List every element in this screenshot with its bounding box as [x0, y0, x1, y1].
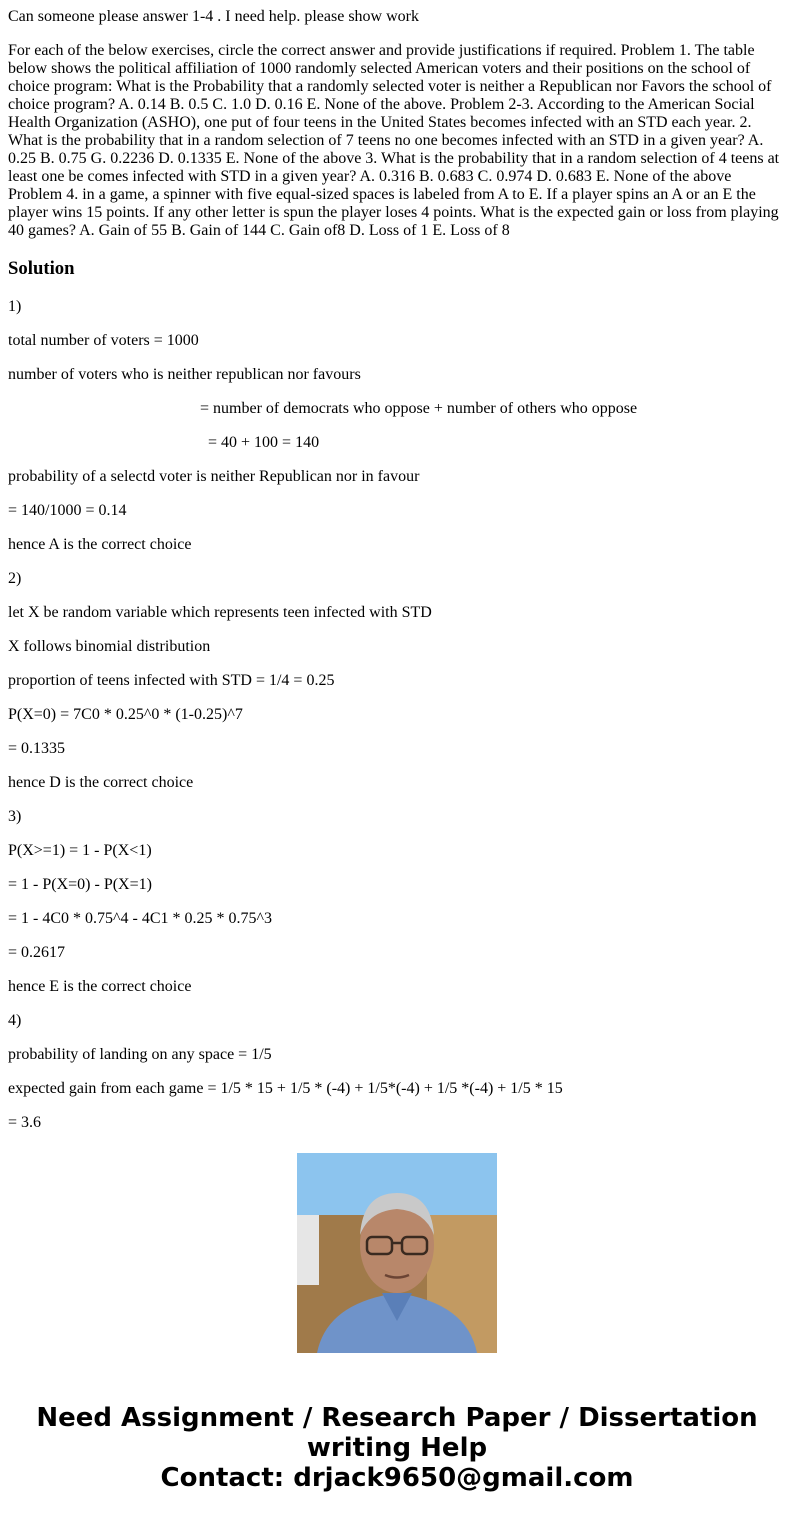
solution-line: number of voters who is neither republican nor favours	[8, 366, 361, 383]
footer-line-2: writing Help	[306, 1433, 488, 1463]
solution-line: proportion of teens infected with STD = 1/4 = 0.25	[8, 672, 335, 689]
solution-heading: Solution	[8, 258, 75, 279]
solution-line: let X be random variable which represents teen infected with STD	[8, 604, 432, 621]
solution-line: = 0.1335	[8, 740, 66, 757]
solution-line: P(X=0) = 7C0 * 0.25^0 * (1-0.25)^7	[8, 706, 243, 723]
question-title: Can someone please answer 1-4 . I need help. please show work	[8, 8, 419, 25]
solution-line: probability of landing on any space = 1/5	[8, 1046, 272, 1063]
solution-line: 4)	[8, 1012, 22, 1029]
solution-line: = 1 - 4C0 * 0.75^4 - 4C1 * 0.25 * 0.75^3	[8, 910, 273, 927]
solution-line: 2)	[8, 570, 22, 587]
footer-line-1: Need Assignment / Research Paper / Dissertation	[36, 1403, 758, 1433]
footer-advertisement	[0, 1403, 794, 1493]
solution-line: probability of a selectd voter is neither Republican nor in favour	[8, 468, 420, 485]
solution-line: = 3.6	[8, 1114, 42, 1131]
solution-line: 1)	[8, 298, 22, 315]
solution-line: total number of voters = 1000	[8, 332, 199, 349]
solution-line: hence E is the correct choice	[8, 978, 192, 995]
author-portrait-image	[297, 1153, 497, 1353]
solution-line: hence D is the correct choice	[8, 774, 194, 791]
solution-line: = 140/1000 = 0.14	[8, 502, 127, 519]
document-content	[8, 0, 786, 1131]
solution-line: = number of democrats who oppose + number of others who oppose	[200, 400, 638, 417]
question-body: For each of the below exercises, circle the correct answer and provide justifications if required. Problem 1. The table below shows the political affiliation of 1000 randomly selected American voters and their positions on the school of choice program: What is the Probability that a randomly selected voter is neither a Republican nor Favors the school of choice program? A. 0.14 B. 0.5 C. 1.0 D. 0.16 E. None of the above. Problem 2-3. According to the American Social Health Organization (ASHO), one put of four teens in the United States becomes infected with an STD each year. 2. What is the probability that in a random selection of 7 teens no one becomes infected with an STD in a given year? A. 0.25 B. 0.75 G. 0.2236 D. 0.1335 E. None of the above 3. What is the probability that in a random selection of 4 teens at least one be comes infected with STD in a given year? A. 0.316 B. 0.683 C. 0.974 D. 0.683 E. None of the above Problem 4. in a game, a spinner with five equal-sized spaces is labeled from A to E. If a player spins an A or an E the player wins 15 points. If any other letter is spun the player loses 4 points. What is the expected gain or loss from playing 40 games? A. Gain of 55 B. Gain of 144 C. Gain of8 D. Loss of 1 E. Loss of 8	[8, 42, 780, 239]
solution-line: P(X>=1) = 1 - P(X<1)	[8, 842, 152, 859]
solution-line: = 1 - P(X=0) - P(X=1)	[8, 876, 152, 893]
photo-wall-switch	[297, 1215, 319, 1285]
solution-line: hence A is the correct choice	[8, 536, 192, 553]
solution-line: expected gain from each game = 1/5 * 15 + 1/5 * (-4) + 1/5*(-4) + 1/5 *(-4) + 1/5 * 15	[8, 1080, 563, 1097]
solution-line: 3)	[8, 808, 22, 825]
footer-contact: Contact: drjack9650@gmail.com	[160, 1463, 634, 1493]
solution-line: = 0.2617	[8, 944, 66, 961]
author-photo	[297, 1153, 497, 1353]
solution-line: = 40 + 100 = 140	[208, 434, 320, 451]
solution-line: X follows binomial distribution	[8, 638, 211, 655]
